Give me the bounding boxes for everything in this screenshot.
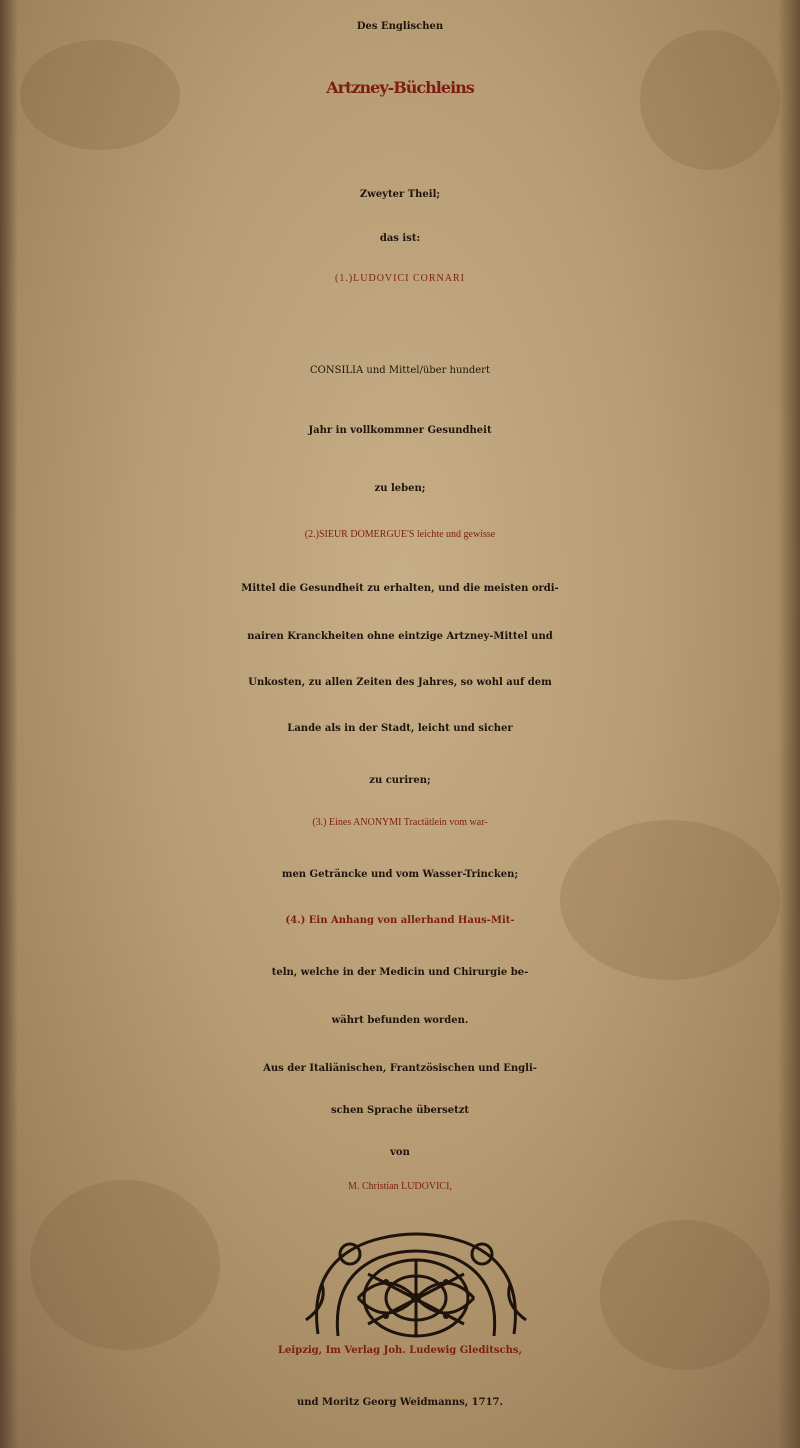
line-jahr-gesundheit: Jahr in vollkommner Gesundheit: [308, 425, 492, 436]
line-leipzig-imprint: Leipzig, Im Verlag Joh. Ludewig Gleditschs,: [278, 1345, 522, 1356]
line-eines-anonymi: (3.) Eines ANONYMI Tractätlein vom war-: [312, 817, 488, 828]
line-zu-leben: zu leben;: [374, 483, 426, 494]
line-sprache-uebersetzt: schen Sprache übersetzt: [330, 1105, 470, 1116]
paper-stain: [30, 1180, 220, 1350]
paper-stain: [560, 820, 780, 980]
line-weidmanns-year: und Moritz Georg Weidmanns, 1717.: [297, 1397, 503, 1408]
line-zweyter-theil: Zweyter Theil;: [359, 189, 441, 200]
line-waehrt-befunden: währt befunden worden.: [331, 1015, 469, 1026]
line-consilia: CONSILIA und Mittel/über hundert: [310, 365, 490, 376]
line-von: von: [390, 1147, 410, 1158]
line-warmen-getraencke: men Geträncke und vom Wasser-Trincken;: [281, 869, 519, 880]
line-des-englischen: Des Englischen: [356, 21, 444, 32]
line-lande-stadt: Lande als in der Stadt, leicht und sicher: [287, 723, 513, 734]
line-artzney-buechleins: Artzney-Büchleins: [326, 78, 474, 97]
paper-stain: [640, 30, 780, 170]
line-mittel-gesundheit: Mittel die Gesundheit zu erhalten, und die meisten ordi-: [241, 583, 559, 594]
line-medicin-chirurgie: teln, welche in der Medicin und Chirurgie be-: [271, 967, 529, 978]
line-sieur-domergue: (2.)SIEUR DOMERGUE'S leichte und gewisse: [304, 529, 496, 540]
line-nairen-kranckheiten: nairen Kranckheiten ohne eintzige Artzney-Mittel und: [247, 631, 553, 642]
line-author: M. Christian LUDOVICI,: [348, 1181, 452, 1192]
line-zu-curiren: zu curiren;: [369, 775, 431, 786]
line-das-ist: das ist:: [379, 233, 421, 244]
line-aus-der-italiaenischen: Aus der Italiänischen, Frantzösischen und Engli-: [263, 1063, 537, 1074]
line-ein-anhang: (4.) Ein Anhang von allerhand Haus-Mit-: [285, 915, 515, 926]
line-unkosten: Unkosten, zu allen Zeiten des Jahres, so wohl auf dem: [248, 677, 552, 688]
line-ludovici-cornari: (1.)LUDOVICI CORNARI: [335, 273, 465, 284]
printer-ornament-vignette: [298, 1224, 534, 1342]
